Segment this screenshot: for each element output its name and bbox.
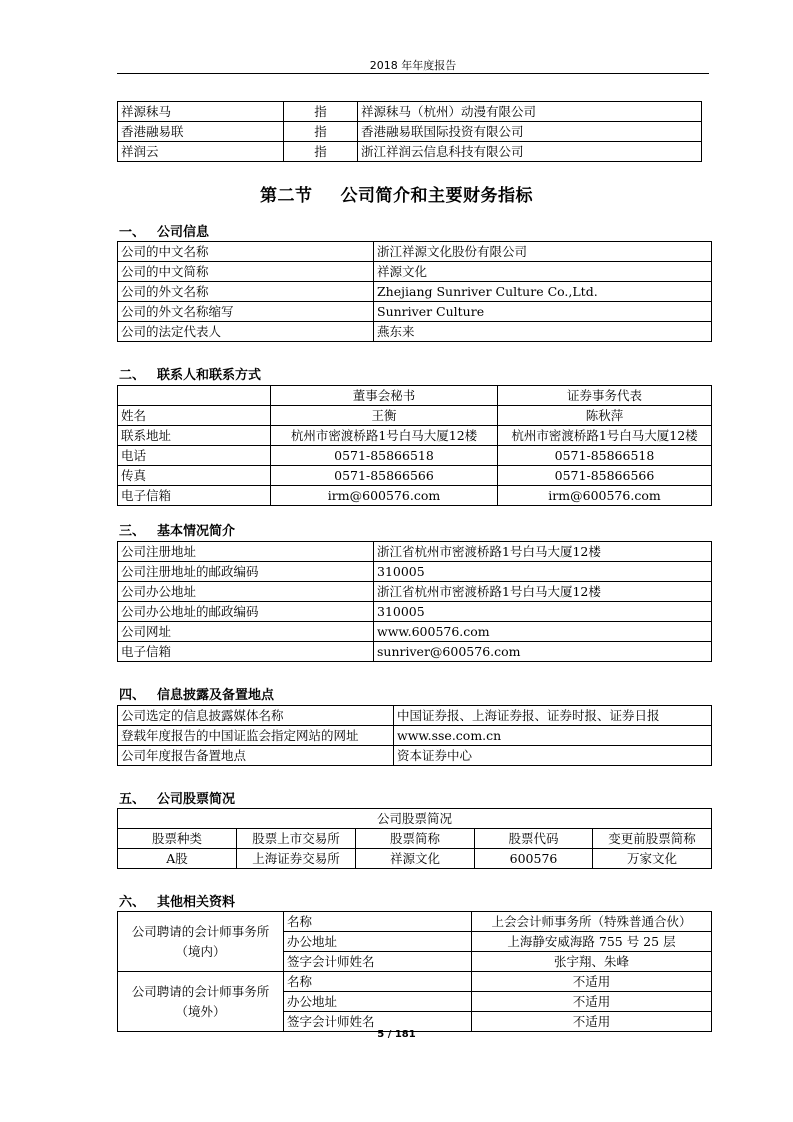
heading-other-info: 六、 其他相关资料: [119, 895, 236, 910]
heading-company-info: 一、 公司信息: [119, 225, 210, 240]
disclosure-table: [117, 705, 712, 766]
section-title: [0, 181, 793, 206]
table-row: [118, 466, 712, 486]
value-cell: 0571-85866518: [271, 446, 498, 466]
label-cell: 签字会计师姓名: [284, 1012, 472, 1032]
value-cell: www.sse.com.cn: [394, 726, 712, 746]
label-cell: 公司的法定代表人: [118, 322, 374, 342]
group-label-cell: 公司聘请的会计师事务所（境内）: [118, 912, 284, 972]
basic-info-table: [117, 541, 712, 662]
table-row: [118, 726, 712, 746]
label-cell: 公司的中文名称: [118, 242, 374, 262]
table-row: [118, 262, 712, 282]
value-cell: 0571-85866566: [271, 466, 498, 486]
label-cell: 公司年度报告备置地点: [118, 746, 394, 766]
value-cell: 不适用: [472, 1012, 712, 1032]
value-cell: irm@600576.com: [271, 486, 498, 506]
value-cell: sunriver@600576.com: [374, 642, 712, 662]
label-cell: 公司办公地址: [118, 582, 374, 602]
header-cell: 证券事务代表: [498, 386, 712, 406]
group-label-cell: 公司聘请的会计师事务所（境外）: [118, 972, 284, 1032]
table-header-row: [118, 829, 712, 849]
value-cell: 杭州市密渡桥路1号白马大厦12楼: [498, 426, 712, 446]
table-row: [118, 622, 712, 642]
table-row: [118, 242, 712, 262]
stock-table: [117, 808, 712, 869]
table-row: [118, 562, 712, 582]
value-cell: 杭州市密渡桥路1号白马大厦12楼: [271, 426, 498, 446]
value-cell: irm@600576.com: [498, 486, 712, 506]
definition-cell: 香港融易联国际投资有限公司: [358, 122, 702, 142]
table-row: [118, 706, 712, 726]
table-row: [118, 972, 712, 992]
table-row: [118, 486, 712, 506]
table-row: [118, 542, 712, 562]
value-cell: Zhejiang Sunriver Culture Co.,Ltd.: [374, 282, 712, 302]
value-cell: 310005: [374, 562, 712, 582]
value-cell: 上海静安威海路 755 号 25 层: [472, 932, 712, 952]
label-cell: 电子信箱: [118, 486, 271, 506]
value-cell: 张宇翔、朱峰: [472, 952, 712, 972]
value-cell: 浙江祥源文化股份有限公司: [374, 242, 712, 262]
label-cell: 公司的外文名称缩写: [118, 302, 374, 322]
company-info-table: [117, 241, 712, 342]
label-cell: 办公地址: [284, 992, 472, 1012]
table-row: [118, 446, 712, 466]
value-cell: 资本证券中心: [394, 746, 712, 766]
label-cell: 姓名: [118, 406, 271, 426]
header-cell: 变更前股票简称: [593, 829, 712, 849]
value-cell: 310005: [374, 602, 712, 622]
table-row: [118, 406, 712, 426]
means-cell: 指: [284, 142, 358, 162]
label-cell: 公司的外文名称: [118, 282, 374, 302]
value-cell: 0571-85866518: [498, 446, 712, 466]
section-number: 第二节: [260, 186, 313, 206]
table-row: [118, 912, 712, 932]
value-cell: 上会会计师事务所（特殊普通合伙）: [472, 912, 712, 932]
label-cell: 名称: [284, 912, 472, 932]
table-row: [118, 746, 712, 766]
table-row: [118, 322, 712, 342]
means-cell: 指: [284, 122, 358, 142]
table-row: [118, 122, 702, 142]
table-row: [118, 102, 702, 122]
label-cell: 联系地址: [118, 426, 271, 446]
table-row: [118, 282, 712, 302]
page-number: 5 / 181: [377, 1029, 416, 1040]
value-cell: Sunriver Culture: [374, 302, 712, 322]
value-cell: 陈秋萍: [498, 406, 712, 426]
label-cell: 传真: [118, 466, 271, 486]
table-row: [118, 642, 712, 662]
label-cell: 登载年度报告的中国证监会指定网站的网址: [118, 726, 394, 746]
table-header-row: [118, 386, 712, 406]
section-heading: 公司简介和主要财务指标: [340, 186, 533, 206]
header-cell: [118, 386, 271, 406]
header-rule: [117, 73, 709, 74]
value-cell: 0571-85866566: [498, 466, 712, 486]
table-row: [118, 426, 712, 446]
auditor-table: [117, 911, 712, 1032]
label-cell: 公司的中文简称: [118, 262, 374, 282]
definition-cell: 浙江祥润云信息科技有限公司: [358, 142, 702, 162]
value-cell: A股: [118, 849, 237, 869]
label-cell: 办公地址: [284, 932, 472, 952]
term-cell: 香港融易联: [118, 122, 284, 142]
table-row: [118, 849, 712, 869]
label-cell: 名称: [284, 972, 472, 992]
value-cell: 祥源文化: [374, 262, 712, 282]
value-cell: 上海证券交易所: [237, 849, 356, 869]
header-cell: 董事会秘书: [271, 386, 498, 406]
label-cell: 电子信箱: [118, 642, 374, 662]
table-caption-row: [118, 809, 712, 829]
value-cell: 燕东来: [374, 322, 712, 342]
table-row: [118, 142, 702, 162]
label-cell: 签字会计师姓名: [284, 952, 472, 972]
label-cell: 公司注册地址: [118, 542, 374, 562]
term-cell: 祥润云: [118, 142, 284, 162]
value-cell: 不适用: [472, 972, 712, 992]
value-cell: 浙江省杭州市密渡桥路1号白马大厦12楼: [374, 582, 712, 602]
label-cell: 公司办公地址的邮政编码: [118, 602, 374, 622]
contacts-table: [117, 385, 712, 506]
header-cell: 股票上市交易所: [237, 829, 356, 849]
means-cell: 指: [284, 102, 358, 122]
table-row: [118, 582, 712, 602]
value-cell: 600576: [475, 849, 593, 869]
header-cell: 股票种类: [118, 829, 237, 849]
value-cell: 祥源文化: [356, 849, 475, 869]
table-row: [118, 302, 712, 322]
label-cell: 电话: [118, 446, 271, 466]
value-cell: 浙江省杭州市密渡桥路1号白马大厦12楼: [374, 542, 712, 562]
running-header: 2018 年年度报告: [369, 59, 457, 72]
table-row: [118, 602, 712, 622]
label-cell: 公司注册地址的邮政编码: [118, 562, 374, 582]
header-cell: 股票代码: [475, 829, 593, 849]
heading-contacts: 二、 联系人和联系方式: [119, 368, 262, 383]
caption-cell: 公司股票简况: [118, 809, 712, 829]
label-cell: 公司网址: [118, 622, 374, 642]
heading-basic-info: 三、 基本情况简介: [119, 524, 236, 539]
value-cell: 不适用: [472, 992, 712, 1012]
value-cell: 万家文化: [593, 849, 712, 869]
definition-cell: 祥源秣马（杭州）动漫有限公司: [358, 102, 702, 122]
term-cell: 祥源秣马: [118, 102, 284, 122]
heading-disclosure: 四、 信息披露及备置地点: [119, 688, 275, 703]
value-cell: www.600576.com: [374, 622, 712, 642]
definitions-table: [117, 101, 702, 162]
heading-stock: 五、 公司股票简况: [119, 792, 236, 807]
label-cell: 公司选定的信息披露媒体名称: [118, 706, 394, 726]
header-cell: 股票简称: [356, 829, 475, 849]
value-cell: 王衡: [271, 406, 498, 426]
value-cell: 中国证券报、上海证券报、证券时报、证券日报: [394, 706, 712, 726]
